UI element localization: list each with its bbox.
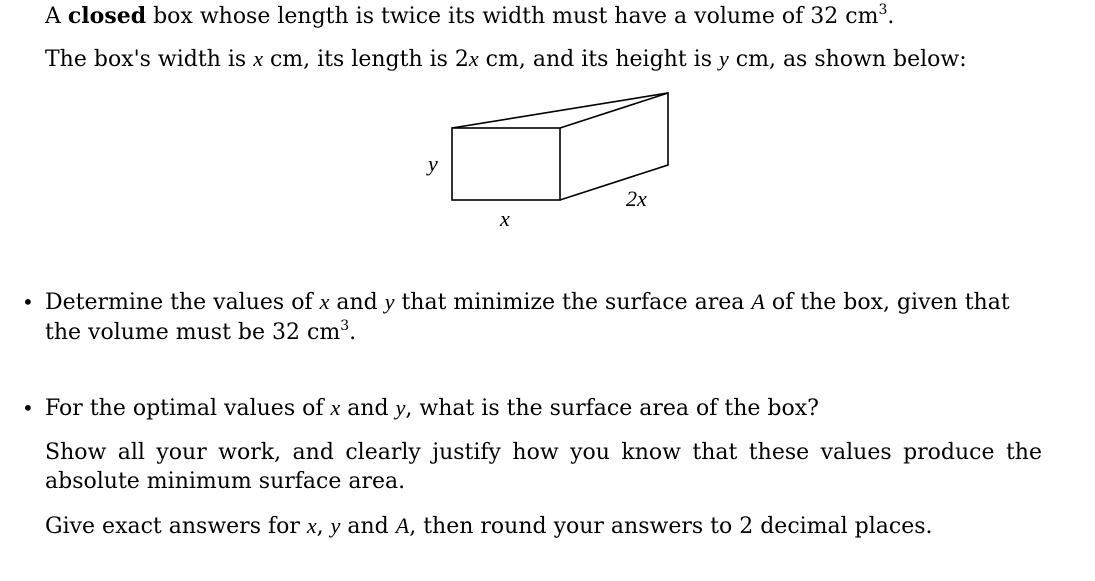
- bullet2-text: For the optimal values of: [45, 396, 331, 421]
- intro-text: box whose length is twice its width must have a volume of 32 cm: [146, 4, 879, 29]
- bullet-marker: •: [22, 290, 34, 314]
- intro-text: cm, and its height is: [478, 47, 720, 72]
- bullet1-text: and: [329, 290, 385, 315]
- var-x: x: [306, 513, 317, 538]
- bullet1-text: Determine the values of: [45, 290, 320, 315]
- var-x: x: [330, 395, 341, 420]
- intro-text: A: [45, 4, 68, 29]
- label-2x: 2x: [626, 186, 647, 211]
- show-work-line-1: Show all your work, and clearly justify how you know that these values produce the: [45, 440, 1042, 465]
- box-front-face: [452, 128, 560, 200]
- closed-emphasis: closed: [67, 3, 147, 29]
- intro-line-2: [45, 45, 967, 74]
- bullet1-line-1: [45, 288, 1010, 317]
- instructions-text: ,: [316, 514, 331, 539]
- var-y: y: [384, 289, 395, 314]
- exact-answers-line: [45, 512, 933, 541]
- var-A: A: [395, 513, 410, 538]
- bullet1-text: that minimize the surface area: [394, 290, 752, 315]
- bullet1-text: .: [349, 320, 357, 345]
- label-x: x: [500, 206, 510, 231]
- var-y: y: [395, 395, 406, 420]
- var-y: y: [330, 513, 341, 538]
- var-x: x: [253, 46, 263, 71]
- bullet-marker: •: [22, 396, 34, 420]
- intro-text: cm, as shown below:: [728, 47, 967, 72]
- cubed-exponent: 3: [878, 2, 888, 18]
- bullet1-text: the volume must be 32 cm: [45, 320, 341, 345]
- instructions-text: and: [340, 514, 396, 539]
- intro-text: cm, its length is 2: [262, 47, 469, 72]
- show-work-line-2: absolute minimum surface area.: [45, 469, 406, 494]
- var-x: x: [468, 46, 479, 71]
- var-A: A: [751, 289, 765, 314]
- bullet2-line: [45, 394, 819, 423]
- intro-text: .: [887, 4, 895, 29]
- bullet1-line-2: [45, 319, 356, 347]
- intro-line-1: [45, 2, 894, 31]
- box-diagram: [410, 85, 690, 240]
- intro-text: The box's width is: [45, 47, 254, 72]
- bullet1-text: of the box, given that: [764, 290, 1010, 315]
- instructions-text: , then round your answers to 2 decimal places.: [409, 514, 933, 539]
- bullet2-text: and: [340, 396, 396, 421]
- var-y: y: [719, 46, 729, 71]
- label-y: y: [428, 151, 438, 176]
- var-x: x: [319, 289, 330, 314]
- instructions-text: Give exact answers for: [45, 514, 307, 539]
- box-top-edge: [560, 93, 668, 128]
- cubed-exponent: 3: [340, 318, 350, 334]
- bullet2-text: , what is the surface area of the box?: [405, 396, 819, 421]
